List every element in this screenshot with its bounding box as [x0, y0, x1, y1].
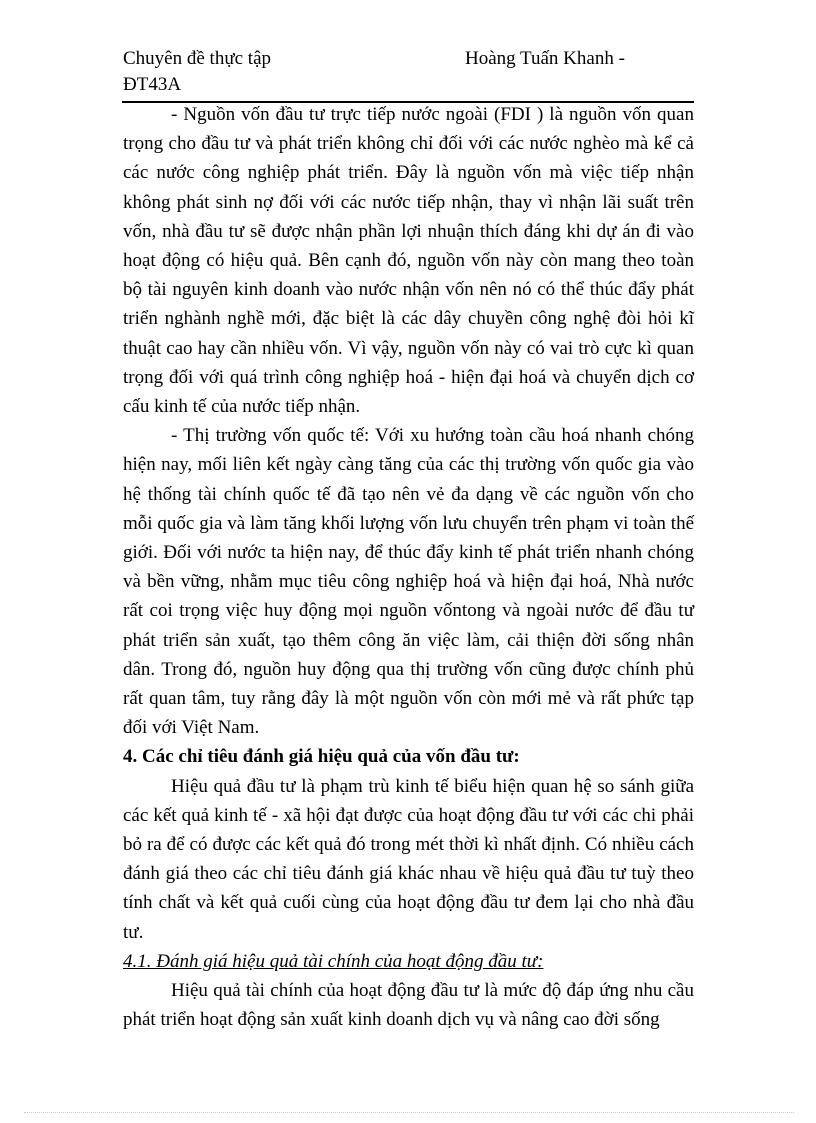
page-bottom-border	[24, 1112, 794, 1113]
header-topic: Chuyên đề thực tập	[123, 48, 272, 69]
subsection-heading-4-1: 4.1. Đánh giá hiệu quả tài chính của hoạt động đầu tư:	[123, 950, 544, 972]
document-body	[123, 100, 694, 1035]
paragraph-financial-efficiency: Hiệu quả tài chính của hoạt động đầu tư là mức độ đáp ứng nhu cầu phát triển hoạt động sản xuất kinh doanh dịch vụ và nâng cao đời sống	[123, 980, 694, 1031]
header-author: Hoàng Tuấn Khanh -	[465, 48, 625, 69]
paragraph-investment-efficiency: Hiệu quả đầu tư là phạm trù kinh tế biểu hiện quan hệ so sánh giữa các kết quả kinh tế - xã hội đạt được của hoạt động đầu tư với các chi phải bỏ ra để có được các kết quả đó trong mét thời kì nhất định. Có nhiều cách đánh giá theo các chỉ tiêu đánh giá khác nhau về hiệu quả đầu tư tuỳ theo tính chất và kết quả cuối cùng của hoạt động đầu tư đem lại cho nhà đầu tư.	[123, 775, 694, 943]
paragraph-international-capital-market: - Thị trường vốn quốc tế: Với xu hướng toàn cầu hoá nhanh chóng hiện nay, mối liên kết ngày càng tăng của các thị trường vốn quốc gia vào hệ thống tài chính quốc tế đã tạo nên vẻ đa dạng về các nguồn vốn cho mỗi quốc gia và làm tăng khối lượng vốn lưu chuyển trên phạm vi toàn thế giới. Đối với nước ta hiện nay, để thúc đẩy kinh tế phát triển nhanh chóng và bền vững, nhằm mục tiêu công nghiệp hoá và hiện đại hoá, Nhà nước rất coi trọng việc huy động mọi nguồn vốntong và ngoài nước để đầu tư phát triển sản xuất, tạo thêm công ăn việc làm, cải thiện đời sống nhân dân. Trong đó, nguồn huy động qua thị trường vốn cũng được chính phủ rất quan tâm, tuy rằng đây là một nguồn vốn còn mới mẻ và rất phức tạp đối với Việt Nam.	[123, 425, 694, 739]
paragraph-fdi: - Nguồn vốn đầu tư trực tiếp nước ngoài (FDI ) là nguồn vốn quan trọng cho đầu tư và phát triển không chỉ đối với các nước nghèo mà kể cả các nước công nghiệp phát triển. Đây là nguồn vốn mà việc tiếp nhận không phát sinh nợ đối với các nước tiếp nhận, thay vì nhận lãi suất trên vốn, nhà đầu tư sẽ được nhận phần lợi nhuận thích đáng khi dự án đi vào hoạt động có hiệu quả. Bên cạnh đó, nguồn vốn này còn mang theo toàn bộ tài nguyên kinh doanh vào nước nhận vốn nên nó có thể thúc đẩy phát triển nghành nghề mới, đặc biệt là các dây chuyền công nghệ đòi hỏi kĩ thuật cao hay cần nhiều vốn. Vì vậy, nguồn vốn này có vai trò cực kì quan trọng đối với quá trình công nghiệp hoá - hiện đại hoá và chuyển dịch cơ cấu kinh tế của nước tiếp nhận.	[123, 104, 694, 418]
section-heading-4: 4. Các chỉ tiêu đánh giá hiệu quả của vốn đầu tư:	[123, 746, 520, 768]
header-class-code: ĐT43A	[123, 74, 182, 95]
